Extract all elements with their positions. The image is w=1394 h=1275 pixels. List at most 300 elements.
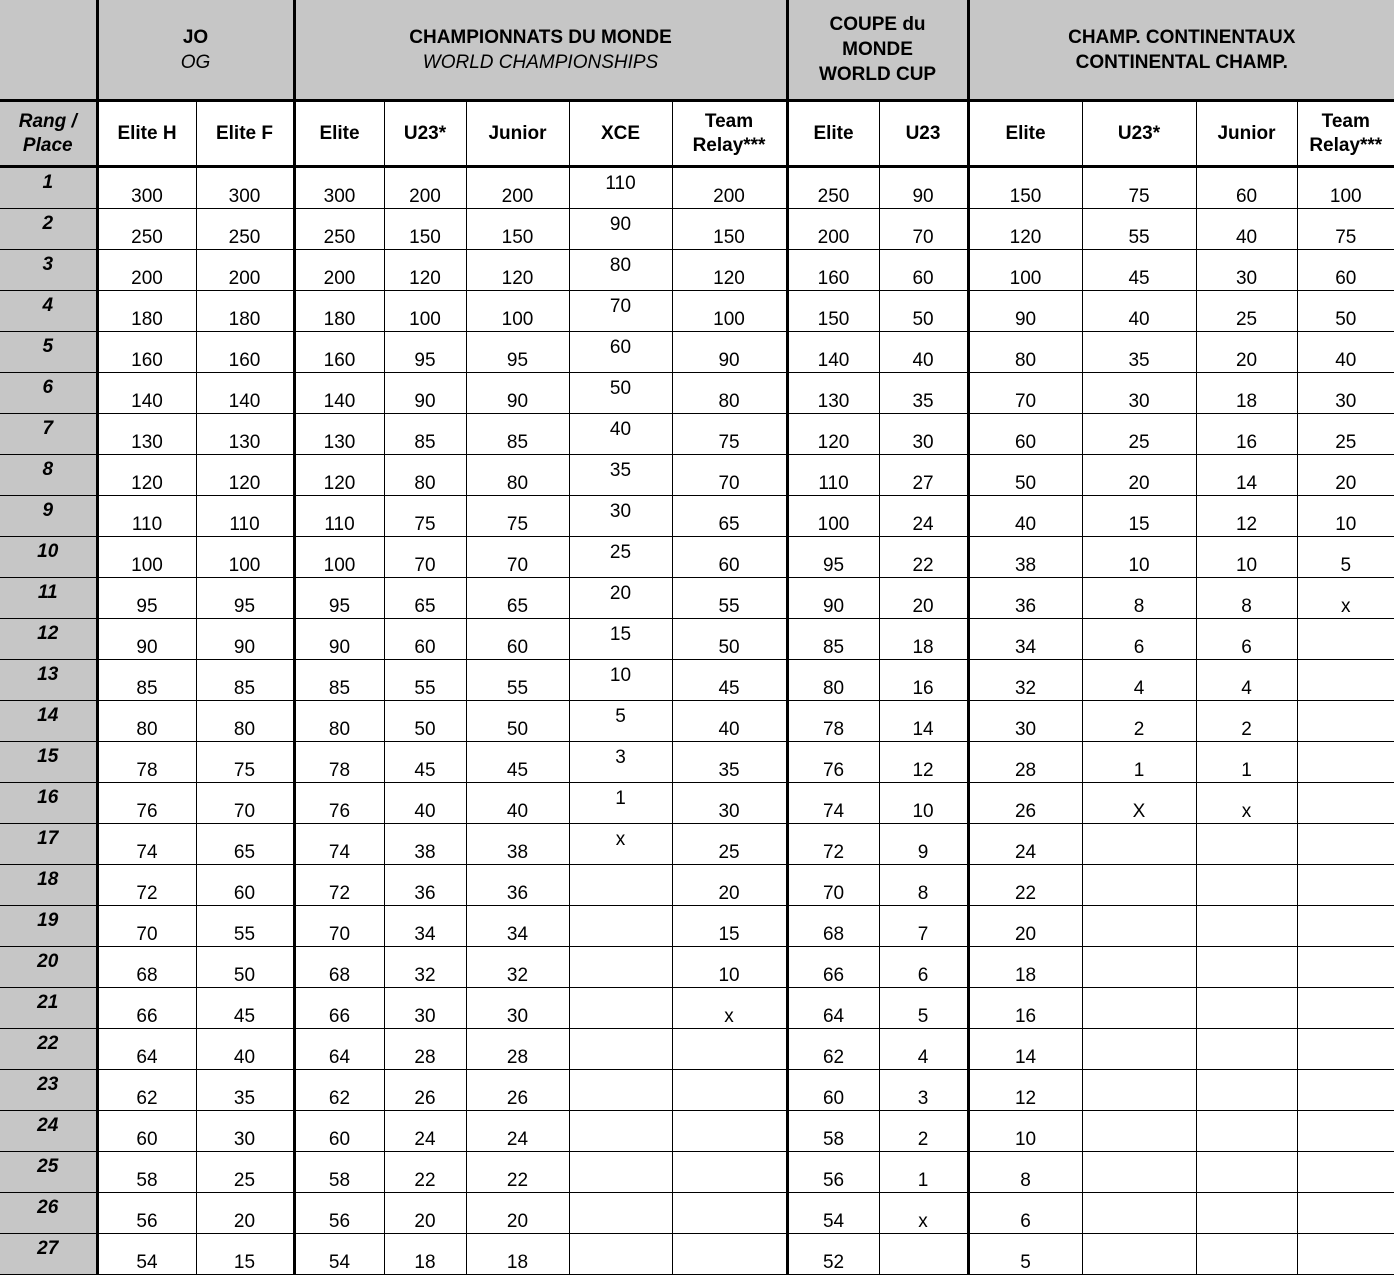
points-cell: 74 <box>97 824 196 865</box>
points-cell: 80 <box>196 701 294 742</box>
points-cell: 80 <box>968 332 1082 373</box>
group-header-jo <box>97 0 294 101</box>
points-cell: 4 <box>879 1029 968 1070</box>
points-cell: 130 <box>294 414 384 455</box>
points-cell: 60 <box>196 865 294 906</box>
points-cell: 20 <box>569 578 672 619</box>
points-cell: 54 <box>787 1193 879 1234</box>
points-cell: 60 <box>1297 250 1394 291</box>
points-cell <box>1297 742 1394 783</box>
points-cell <box>1297 1234 1394 1275</box>
points-cell <box>1297 865 1394 906</box>
points-cell: 90 <box>97 619 196 660</box>
table-row <box>0 742 1394 783</box>
rank-cell: 5 <box>0 332 97 373</box>
column-header-line1: XCE <box>600 122 641 144</box>
points-cell: 14 <box>1196 455 1297 496</box>
points-cell: 54 <box>294 1234 384 1275</box>
table-row <box>0 619 1394 660</box>
table-row <box>0 701 1394 742</box>
table-row <box>0 1234 1394 1275</box>
rank-cell: 3 <box>0 250 97 291</box>
points-cell <box>1082 1193 1196 1234</box>
rank-cell: 16 <box>0 783 97 824</box>
points-cell <box>672 1234 787 1275</box>
group-wc-line1: CHAMPIONNATS DU MONDE <box>409 26 672 48</box>
points-cell: 50 <box>672 619 787 660</box>
points-cell: 68 <box>787 906 879 947</box>
column-header <box>97 101 196 167</box>
points-cell <box>1297 988 1394 1029</box>
column-header-line1: Junior <box>488 122 547 144</box>
group-wc-line2: WORLD CHAMPIONSHIPS <box>422 51 659 73</box>
table-row <box>0 1111 1394 1152</box>
points-cell: 34 <box>384 906 466 947</box>
points-cell: 54 <box>97 1234 196 1275</box>
points-cell: 22 <box>466 1152 569 1193</box>
points-cell: 68 <box>97 947 196 988</box>
points-cell: 56 <box>787 1152 879 1193</box>
corner-header-top <box>0 0 97 101</box>
rank-cell: 23 <box>0 1070 97 1111</box>
points-cell: 85 <box>294 660 384 701</box>
points-cell <box>569 906 672 947</box>
table-row <box>0 783 1394 824</box>
points-cell <box>1196 1111 1297 1152</box>
points-cell: 50 <box>569 373 672 414</box>
points-cell: 58 <box>787 1111 879 1152</box>
points-cell: 58 <box>294 1152 384 1193</box>
points-cell: 10 <box>672 947 787 988</box>
rank-cell: 22 <box>0 1029 97 1070</box>
column-header <box>1082 101 1196 167</box>
points-cell: 130 <box>97 414 196 455</box>
table-row <box>0 906 1394 947</box>
points-cell: 250 <box>294 209 384 250</box>
points-cell: 65 <box>196 824 294 865</box>
points-cell: 72 <box>787 824 879 865</box>
points-cell: 18 <box>968 947 1082 988</box>
points-cell: 36 <box>384 865 466 906</box>
points-cell: 180 <box>294 291 384 332</box>
points-cell: 40 <box>968 496 1082 537</box>
points-cell: 9 <box>879 824 968 865</box>
column-header-line1: U23 <box>905 122 941 144</box>
points-cell: 28 <box>968 742 1082 783</box>
points-cell: 40 <box>384 783 466 824</box>
points-cell: 40 <box>1196 209 1297 250</box>
table-row <box>0 455 1394 496</box>
points-cell: 16 <box>968 988 1082 1029</box>
points-cell: 28 <box>384 1029 466 1070</box>
rank-cell: 7 <box>0 414 97 455</box>
points-cell: 300 <box>294 167 384 209</box>
table-row <box>0 291 1394 332</box>
points-cell: 90 <box>384 373 466 414</box>
points-cell <box>1297 783 1394 824</box>
points-cell <box>1196 1193 1297 1234</box>
rank-cell: 14 <box>0 701 97 742</box>
column-header <box>879 101 968 167</box>
points-cell: 58 <box>97 1152 196 1193</box>
points-cell: 10 <box>879 783 968 824</box>
points-cell: 60 <box>294 1111 384 1152</box>
points-cell: x <box>672 988 787 1029</box>
points-cell <box>569 865 672 906</box>
points-cell: 80 <box>97 701 196 742</box>
points-cell: 62 <box>787 1029 879 1070</box>
rank-cell: 17 <box>0 824 97 865</box>
rank-cell: 10 <box>0 537 97 578</box>
points-cell: 32 <box>968 660 1082 701</box>
points-cell: 6 <box>968 1193 1082 1234</box>
points-cell: 70 <box>466 537 569 578</box>
points-cell: 36 <box>968 578 1082 619</box>
points-cell: 26 <box>384 1070 466 1111</box>
points-cell: 50 <box>196 947 294 988</box>
rank-cell: 8 <box>0 455 97 496</box>
column-header-line1: Team <box>704 110 754 132</box>
points-cell: 55 <box>1082 209 1196 250</box>
points-cell: 1 <box>569 783 672 824</box>
points-cell: 66 <box>97 988 196 1029</box>
points-cell: 2 <box>1082 701 1196 742</box>
points-cell: 25 <box>569 537 672 578</box>
points-cell: 85 <box>196 660 294 701</box>
points-cell <box>1297 906 1394 947</box>
points-cell <box>1082 1234 1196 1275</box>
points-cell: 60 <box>672 537 787 578</box>
points-cell: 60 <box>466 619 569 660</box>
points-cell: 6 <box>879 947 968 988</box>
points-cell: 160 <box>97 332 196 373</box>
points-cell: 50 <box>879 291 968 332</box>
points-cell: 85 <box>787 619 879 660</box>
points-cell: 25 <box>196 1152 294 1193</box>
points-cell <box>672 1193 787 1234</box>
column-header <box>968 101 1082 167</box>
points-cell: x <box>1196 783 1297 824</box>
points-cell: 35 <box>1082 332 1196 373</box>
points-cell: 140 <box>787 332 879 373</box>
rank-cell: 18 <box>0 865 97 906</box>
points-cell: 150 <box>968 167 1082 209</box>
points-cell: 160 <box>294 332 384 373</box>
points-cell: 1 <box>1082 742 1196 783</box>
points-cell: 110 <box>569 167 672 209</box>
group-jo-line1: JO <box>182 26 209 48</box>
points-cell: 85 <box>466 414 569 455</box>
points-cell: 95 <box>787 537 879 578</box>
points-cell: 55 <box>672 578 787 619</box>
points-cell: 130 <box>196 414 294 455</box>
points-cell: 300 <box>196 167 294 209</box>
points-cell <box>1196 1152 1297 1193</box>
points-cell: 20 <box>968 906 1082 947</box>
points-cell: 14 <box>968 1029 1082 1070</box>
points-cell: 22 <box>968 865 1082 906</box>
points-cell: 24 <box>384 1111 466 1152</box>
points-cell: 30 <box>1297 373 1394 414</box>
points-cell <box>879 1234 968 1275</box>
points-cell: 20 <box>384 1193 466 1234</box>
points-cell <box>1082 824 1196 865</box>
points-cell: 75 <box>1297 209 1394 250</box>
points-cell: 95 <box>294 578 384 619</box>
points-cell: 6 <box>1082 619 1196 660</box>
points-cell: 14 <box>879 701 968 742</box>
points-cell: 55 <box>196 906 294 947</box>
column-header-line1: Junior <box>1217 122 1276 144</box>
points-cell: 85 <box>97 660 196 701</box>
points-cell: 180 <box>196 291 294 332</box>
rank-cell: 24 <box>0 1111 97 1152</box>
points-cell: 3 <box>569 742 672 783</box>
points-cell <box>1082 1111 1196 1152</box>
table-row <box>0 947 1394 988</box>
points-cell: 45 <box>384 742 466 783</box>
points-cell: 15 <box>672 906 787 947</box>
rank-cell: 15 <box>0 742 97 783</box>
points-cell: 100 <box>787 496 879 537</box>
points-cell: 150 <box>466 209 569 250</box>
rank-cell: 6 <box>0 373 97 414</box>
points-cell: 80 <box>672 373 787 414</box>
group-header-continental <box>968 0 1394 101</box>
points-cell: 40 <box>879 332 968 373</box>
rank-cell: 13 <box>0 660 97 701</box>
points-cell: 250 <box>787 167 879 209</box>
points-cell: 35 <box>196 1070 294 1111</box>
points-cell: 66 <box>787 947 879 988</box>
points-cell: 70 <box>294 906 384 947</box>
rank-header-line1: Rang / <box>18 110 77 132</box>
points-cell: 110 <box>787 455 879 496</box>
points-cell <box>1196 906 1297 947</box>
group-jo-line2: OG <box>180 51 211 73</box>
points-cell: 45 <box>1082 250 1196 291</box>
points-cell: 74 <box>294 824 384 865</box>
points-cell: 38 <box>384 824 466 865</box>
points-cell: 30 <box>879 414 968 455</box>
points-cell: 90 <box>466 373 569 414</box>
points-cell: 30 <box>1196 250 1297 291</box>
column-header <box>787 101 879 167</box>
group-header-row <box>0 0 1394 101</box>
points-cell: 120 <box>384 250 466 291</box>
rank-header <box>0 101 97 167</box>
rank-cell: 2 <box>0 209 97 250</box>
points-cell: 24 <box>879 496 968 537</box>
points-cell: 20 <box>672 865 787 906</box>
points-cell: 200 <box>196 250 294 291</box>
points-cell: 40 <box>1082 291 1196 332</box>
points-cell: 180 <box>97 291 196 332</box>
points-cell: 60 <box>879 250 968 291</box>
points-cell: 56 <box>294 1193 384 1234</box>
points-cell: 120 <box>196 455 294 496</box>
rank-cell: 4 <box>0 291 97 332</box>
table-row <box>0 250 1394 291</box>
points-cell: 70 <box>879 209 968 250</box>
column-header-row <box>0 101 1394 167</box>
rank-header-line2: Place <box>22 134 73 156</box>
points-cell: 100 <box>968 250 1082 291</box>
points-cell: 62 <box>97 1070 196 1111</box>
points-cell: 20 <box>466 1193 569 1234</box>
points-cell: 72 <box>294 865 384 906</box>
points-cell: 68 <box>294 947 384 988</box>
rank-cell: 27 <box>0 1234 97 1275</box>
points-cell: 34 <box>466 906 569 947</box>
rank-cell: 19 <box>0 906 97 947</box>
points-cell: 8 <box>1196 578 1297 619</box>
points-cell: 200 <box>787 209 879 250</box>
points-cell: 75 <box>196 742 294 783</box>
points-cell: 66 <box>294 988 384 1029</box>
points-cell: 78 <box>787 701 879 742</box>
points-cell <box>1297 1193 1394 1234</box>
points-cell <box>1297 1070 1394 1111</box>
points-cell: 38 <box>968 537 1082 578</box>
points-cell <box>1196 947 1297 988</box>
points-cell: 100 <box>466 291 569 332</box>
points-cell: 200 <box>466 167 569 209</box>
points-cell: 60 <box>1196 167 1297 209</box>
table-row <box>0 660 1394 701</box>
rank-cell: 25 <box>0 1152 97 1193</box>
points-cell: 28 <box>466 1029 569 1070</box>
column-header-line1: Elite <box>813 122 854 144</box>
points-cell: 60 <box>384 619 466 660</box>
column-header <box>196 101 294 167</box>
points-cell: 45 <box>466 742 569 783</box>
points-cell: 70 <box>569 291 672 332</box>
points-cell: 22 <box>879 537 968 578</box>
points-cell: 10 <box>1196 537 1297 578</box>
points-cell: 300 <box>97 167 196 209</box>
column-header-line1: U23* <box>403 122 447 144</box>
points-cell: 30 <box>384 988 466 1029</box>
points-cell: 20 <box>1297 455 1394 496</box>
points-cell: 110 <box>97 496 196 537</box>
points-cell <box>1082 865 1196 906</box>
points-cell: 25 <box>1297 414 1394 455</box>
points-cell <box>1297 824 1394 865</box>
points-cell: 120 <box>672 250 787 291</box>
points-cell <box>1297 947 1394 988</box>
points-cell: 100 <box>294 537 384 578</box>
points-cell: 95 <box>466 332 569 373</box>
points-cell <box>569 1070 672 1111</box>
points-cell: 30 <box>1082 373 1196 414</box>
points-cell: 56 <box>97 1193 196 1234</box>
table-row <box>0 167 1394 209</box>
rank-cell: 26 <box>0 1193 97 1234</box>
points-cell: 78 <box>294 742 384 783</box>
table-row <box>0 1193 1394 1234</box>
points-cell: 200 <box>294 250 384 291</box>
column-header-line1: U23* <box>1117 122 1161 144</box>
points-cell: 100 <box>196 537 294 578</box>
points-cell: 65 <box>672 496 787 537</box>
points-cell: 22 <box>384 1152 466 1193</box>
points-cell: 12 <box>968 1070 1082 1111</box>
points-cell <box>1196 1070 1297 1111</box>
points-cell: 24 <box>968 824 1082 865</box>
points-cell: 40 <box>196 1029 294 1070</box>
column-header-line2: Relay*** <box>1309 134 1383 156</box>
points-cell: 95 <box>384 332 466 373</box>
points-cell: 55 <box>466 660 569 701</box>
points-cell: 20 <box>1082 455 1196 496</box>
points-cell <box>1196 1029 1297 1070</box>
points-cell: 12 <box>1196 496 1297 537</box>
points-cell: 200 <box>97 250 196 291</box>
points-cell <box>569 1029 672 1070</box>
column-header <box>569 101 672 167</box>
points-cell: 150 <box>672 209 787 250</box>
group-cont-line2: CONTINENTAL CHAMP. <box>1075 51 1288 73</box>
points-cell: 110 <box>294 496 384 537</box>
points-cell: 80 <box>787 660 879 701</box>
points-cell: 200 <box>384 167 466 209</box>
group-header-world-championships <box>294 0 787 101</box>
points-cell: 64 <box>787 988 879 1029</box>
points-cell: 250 <box>196 209 294 250</box>
points-cell: 250 <box>97 209 196 250</box>
points-cell: 8 <box>968 1152 1082 1193</box>
points-cell: 76 <box>294 783 384 824</box>
points-cell: 12 <box>879 742 968 783</box>
points-cell: 75 <box>1082 167 1196 209</box>
points-cell <box>672 1152 787 1193</box>
points-cell: 16 <box>879 660 968 701</box>
points-cell: 62 <box>294 1070 384 1111</box>
points-cell: 95 <box>196 578 294 619</box>
points-cell: 25 <box>1196 291 1297 332</box>
points-cell: 30 <box>672 783 787 824</box>
points-cell: 74 <box>787 783 879 824</box>
points-cell: 150 <box>384 209 466 250</box>
points-cell: 90 <box>672 332 787 373</box>
points-cell: 120 <box>466 250 569 291</box>
points-cell <box>569 1111 672 1152</box>
group-cup-line3: WORLD CUP <box>818 64 937 85</box>
points-cell: 78 <box>97 742 196 783</box>
table-row <box>0 209 1394 250</box>
points-cell: 5 <box>569 701 672 742</box>
points-cell <box>569 988 672 1029</box>
points-cell: 20 <box>196 1193 294 1234</box>
points-cell: 16 <box>1196 414 1297 455</box>
points-cell: 64 <box>97 1029 196 1070</box>
points-cell <box>1297 1152 1394 1193</box>
group-cup-line2: MONDE <box>842 39 913 60</box>
points-cell: 95 <box>97 578 196 619</box>
column-header-line1: Elite F <box>215 122 273 144</box>
points-cell: 2 <box>879 1111 968 1152</box>
points-cell: 18 <box>879 619 968 660</box>
points-cell: 140 <box>196 373 294 414</box>
points-cell <box>1082 906 1196 947</box>
points-cell: 140 <box>294 373 384 414</box>
rank-cell: 1 <box>0 167 97 209</box>
points-cell: 140 <box>97 373 196 414</box>
points-cell: 80 <box>384 455 466 496</box>
table-row <box>0 988 1394 1029</box>
points-cell: 18 <box>466 1234 569 1275</box>
